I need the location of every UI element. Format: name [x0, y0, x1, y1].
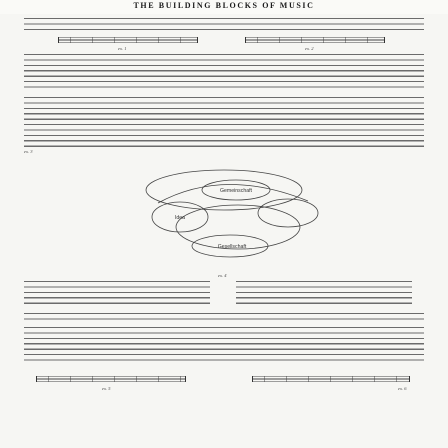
- page-header-title: THE BUILDING BLOCKS OF MUSIC: [133, 1, 315, 10]
- figure-caption-ex5: ex. 5: [102, 386, 111, 391]
- music-staff-example-5: [36, 376, 186, 382]
- body-column-right: [236, 281, 412, 305]
- body-paragraph-6: [24, 327, 424, 364]
- running-header: [0, 0, 448, 14]
- figure-caption-ex6: ex. 6: [398, 386, 407, 391]
- figure-caption-ex4: ex. 4: [218, 273, 227, 278]
- body-paragraph-5: [24, 313, 424, 321]
- oval-label-top: Gemeinschaft: [219, 188, 253, 194]
- music-staff-example-1: [58, 37, 198, 43]
- oval-right: [258, 199, 318, 227]
- oval-label-left: Idea: [174, 215, 186, 221]
- body-column-left: [24, 281, 210, 305]
- figure-caption-ex2: ex. 2: [305, 46, 314, 51]
- body-paragraph-3: [24, 97, 424, 147]
- figure-caption-ex1: ex. 1: [118, 46, 127, 51]
- oval-diagram-svg: [98, 165, 350, 273]
- body-paragraph-2: [24, 54, 424, 91]
- music-staff-example-2: [245, 37, 385, 43]
- body-paragraph-1: [24, 18, 424, 34]
- oval-diagram: [98, 165, 350, 273]
- music-staff-example-6: [252, 376, 410, 382]
- figure-caption-ex3: ex. 3: [24, 149, 33, 154]
- oval-label-bottom: Gesellschaft: [217, 244, 247, 250]
